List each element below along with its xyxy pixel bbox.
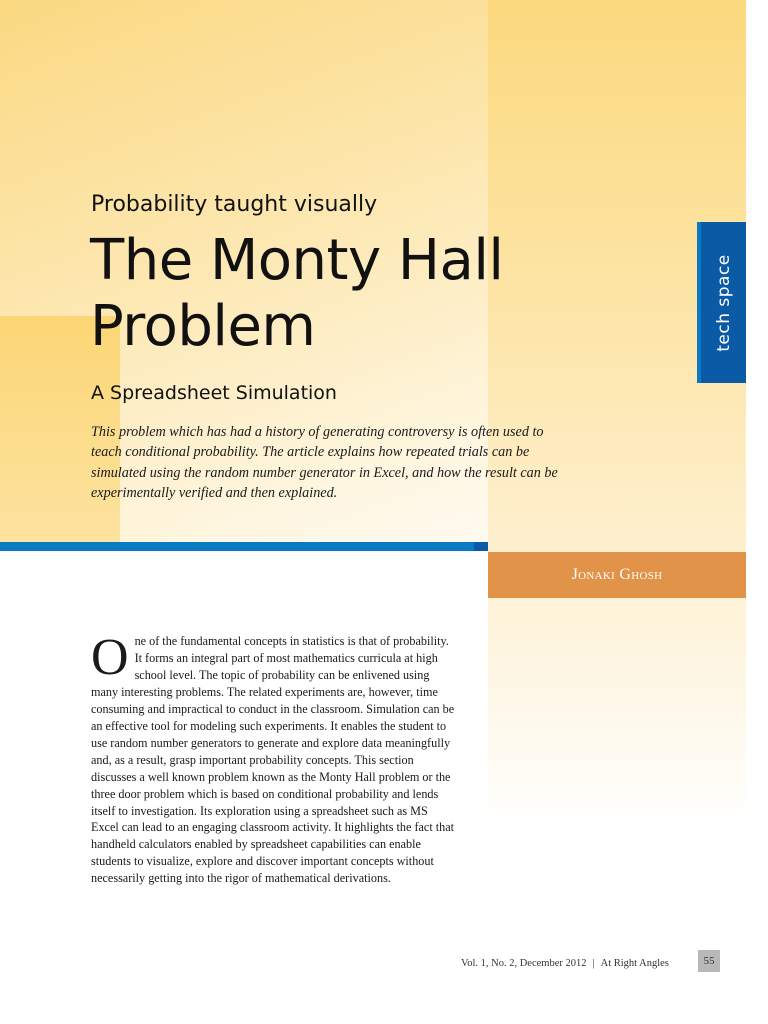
side-column-background (488, 0, 746, 830)
article-abstract: This problem which has had a history of generating controversy is often used to teach conditional probability. The article explains how repeated trials can be simulated using the random number generator in Excel, and how the result can be experimentally verified and then explained. (91, 424, 558, 501)
drop-cap: O (91, 629, 129, 686)
footer-separator: | (592, 958, 595, 969)
header-divider (0, 542, 488, 551)
footer-magazine: At Right Angles (600, 958, 669, 969)
author-banner (488, 552, 746, 598)
page-number: 55 (698, 950, 720, 972)
header-divider-tip (474, 542, 488, 551)
article-title-line-2: Problem (90, 294, 316, 359)
article-subtitle: A Spreadsheet Simulation (91, 382, 337, 404)
section-tab-label: tech space (713, 253, 734, 352)
article-body-text: ne of the fundamental concepts in statistics is that of probability. It forms an integral part of most mathematics curricula at high school level. The topic of probability can be enlivened using many interesting problems. The related experiments are, however, time consuming and impractical to conduct in the classroom. Simulation can be an effective tool for modeling such experiments. It enables the student to use random number generators to generate and explore data meaningfully and, as a result, grasp important probability concepts. This section discusses a well known problem known as the Monty Hall problem or the three door problem which is based on conditional probability and lends itself to investigation. Its exploration using a spreadsheet such as MS Excel can lead to an engaging classroom activity. It highlights the fact that handheld calculators enabled by spreadsheet capabilities can enable students to visualize, explore and discover important concepts without necessarily getting into the rigor of mathematical derivations. (91, 634, 455, 886)
article-kicker: Probability taught visually (91, 192, 378, 217)
article-title (90, 228, 503, 360)
author-name: Jonaki Ghosh (571, 566, 663, 583)
section-tab (697, 222, 746, 383)
page-footer (461, 958, 669, 969)
article-title-line-1: The Monty Hall (90, 228, 504, 293)
article-body (91, 629, 457, 887)
footer-issue: Vol. 1, No. 2, December 2012 (461, 958, 587, 969)
